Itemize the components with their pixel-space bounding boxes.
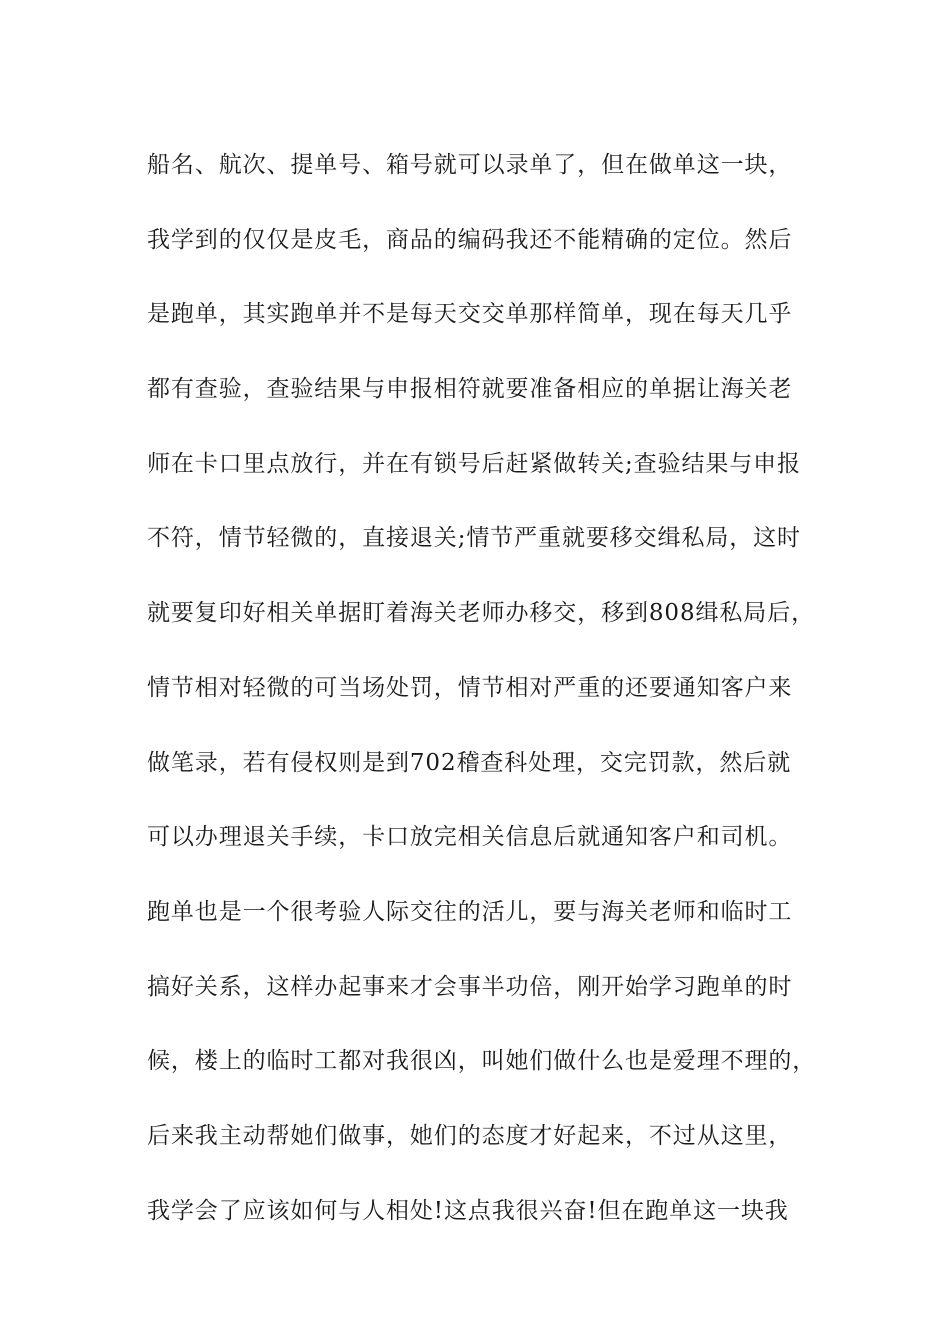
text-line-11: 跑单也是一个很考验人际交往的活儿，要与海关老师和临时工 xyxy=(147,898,793,925)
text-line-14: 后来我主动帮她们做事，她们的态度才好起来，不过从这里， xyxy=(147,1122,793,1149)
text-line-13: 候，楼上的临时工都对我很凶，叫她们做什么也是爱理不理的， xyxy=(147,1048,817,1075)
text-line-8: 情节相对轻微的可当场处罚，情节相对严重的还要通知客户来 xyxy=(147,674,793,701)
text-line-15: 我学会了应该如何与人相处!这点我很兴奋!但在跑单这一块我 xyxy=(147,1197,789,1224)
text-line-2: 我学到的仅仅是皮毛，商品的编码我还不能精确的定位。然后 xyxy=(147,226,793,253)
text-line-6: 不符，情节轻微的，直接退关;情节严重就要移交缉私局，这时 xyxy=(147,525,801,552)
text-line-9: 做笔录，若有侵权则是到702稽查科处理，交完罚款，然后就 xyxy=(147,749,792,776)
text-line-4: 都有查验，查验结果与申报相符就要准备相应的单据让海关老 xyxy=(147,376,793,403)
text-line-7: 就要复印好相关单据盯着海关老师办移交，移到808缉私局后， xyxy=(147,600,815,627)
text-line-5: 师在卡口里点放行，并在有锁号后赶紧做转关;查验结果与申报 xyxy=(147,450,801,477)
text-line-1: 船名、航次、提单号、箱号就可以录单了，但在做单这一块， xyxy=(147,152,793,178)
text-line-10: 可以办理退关手续，卡口放完相关信息后就通知客户和司机。 xyxy=(147,824,793,851)
text-line-12: 搞好关系，这样办起事来才会事半功倍，刚开始学习跑单的时 xyxy=(147,973,793,1000)
text-line-3: 是跑单，其实跑单并不是每天交交单那样简单，现在每天几乎 xyxy=(147,301,793,328)
body-text xyxy=(147,128,827,1248)
